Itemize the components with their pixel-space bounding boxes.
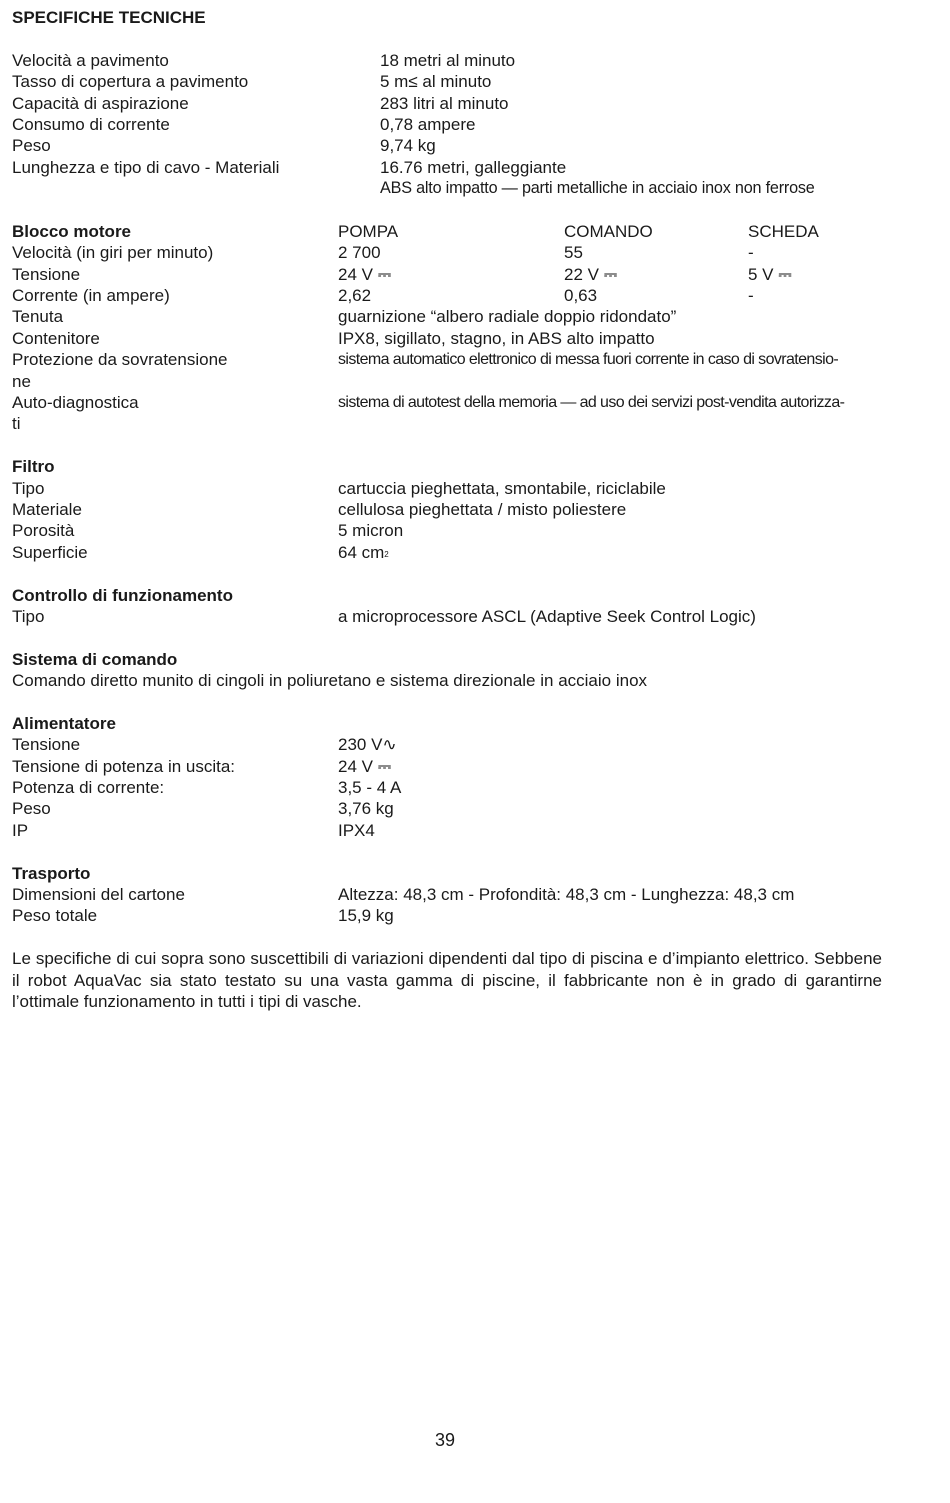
spec-label: Potenza di corrente:: [12, 778, 165, 798]
spec-value: 9,74 kg: [380, 136, 436, 156]
spec-value: 24 V ⎓: [338, 756, 392, 776]
spec-value-wrapper: [338, 542, 389, 565]
spec-label: Velocità a pavimento: [12, 50, 169, 70]
spec-label: Peso totale: [12, 906, 98, 926]
spec-value: 16.76 metri, galleggiante: [380, 157, 567, 177]
page-title: SPECIFICHE TECNICHE: [12, 8, 206, 27]
spec-value: sistema automatico elettronico di messa fuori corrente in caso di sovratensio-: [338, 351, 839, 369]
spec-label: Contenitore: [12, 328, 100, 348]
spec-value: 3,5 - 4 A: [338, 778, 402, 798]
spec-label: Capacità di aspirazione: [12, 93, 189, 113]
motor-row-continued: [12, 413, 932, 434]
spec-value: 0,78 ampere: [380, 114, 476, 134]
motor-row: [12, 264, 932, 285]
spec-row: [12, 50, 932, 71]
spec-label: Tipo: [12, 478, 45, 498]
motor-row-continued: [12, 371, 932, 392]
section-heading-control: Controllo di funzionamento: [12, 585, 233, 605]
spec-value: 230 V∿: [338, 735, 397, 755]
spec-row: [12, 157, 932, 178]
spec-value: 15,9 kg: [338, 906, 394, 926]
spec-label: Consumo di corrente: [12, 114, 170, 134]
section-heading-motor: Blocco motore: [12, 221, 132, 241]
scheda-value: -: [748, 286, 754, 306]
spec-label: Superficie: [12, 542, 88, 562]
page-number: 39: [434, 1430, 456, 1450]
spec-label: Porosità: [12, 521, 75, 541]
column-header-pompa: POMPA: [338, 221, 399, 241]
spec-value: 5 m≤ al minuto: [380, 72, 492, 92]
spec-label: Corrente (in ampere): [12, 286, 170, 306]
spec-value: IPX8, sigillato, stagno, in ABS alto impatto: [338, 328, 655, 348]
motor-row: [12, 242, 932, 263]
spec-label: Materiale: [12, 499, 82, 519]
spec-label: Tenuta: [12, 307, 64, 327]
spec-label: Tipo: [12, 606, 45, 626]
spec-label: Tensione di potenza in uscita:: [12, 756, 236, 776]
spec-value: a microprocessore ASCL (Adaptive Seek Control Logic): [338, 606, 756, 626]
spec-value: 18 metri al minuto: [380, 50, 516, 70]
section-heading-command: Sistema di comando: [12, 649, 178, 669]
spec-label: Lunghezza e tipo di cavo - Materiali: [12, 157, 280, 177]
spec-value: Altezza: 48,3 cm - Profondità: 48,3 cm - Lunghezza: 48,3 cm: [338, 885, 795, 905]
spec-value: cartuccia pieghettata, smontabile, riciclabile: [338, 478, 666, 498]
spec-value: cellulosa pieghettata / misto poliestere: [338, 499, 627, 519]
pompa-value: 2 700: [338, 243, 381, 263]
spec-value: 3,76 kg: [338, 799, 394, 819]
spec-label: Tensione: [12, 735, 81, 755]
spec-label-continued: ti: [12, 414, 21, 434]
section-heading-transport: Trasporto: [12, 863, 91, 883]
spec-label: Tensione: [12, 264, 81, 284]
section-heading-power: Alimentatore: [12, 713, 116, 733]
motor-header-row: [12, 221, 932, 242]
spec-value: 283 litri al minuto: [380, 93, 509, 113]
spec-value: sistema di autotest della memoria — ad uso dei servizi post-vendita autorizza-: [338, 394, 845, 412]
pompa-value: 2,62: [338, 286, 372, 306]
scheda-value: 5 V ⎓: [748, 264, 792, 284]
spec-label: Peso: [12, 799, 51, 819]
spec-label: Protezione da sovratensione: [12, 350, 228, 370]
spec-row: [12, 93, 932, 114]
footer-note: Le specifiche di cui sopra sono suscettibili di variazioni dipendenti dal tipo di piscina e d’impianto elettrico. Sebbene il robot AquaVac sia stato testato su una vasta gamma di piscine, il fabbricante non è in grado di garantirne l’ottimale funzionamento in tutti i tipi di vasche.: [12, 949, 882, 1011]
power-row: [12, 734, 932, 755]
spec-label: Tasso di copertura a pavimento: [12, 72, 249, 92]
spec-value: ABS alto impatto — parti metalliche in acciaio inox non ferrose: [380, 179, 815, 198]
motor-row: [12, 349, 932, 370]
filter-row: [12, 478, 932, 499]
filter-row: [12, 542, 932, 563]
spec-label: Peso: [12, 136, 51, 156]
motor-row: [12, 306, 932, 327]
transport-row: [12, 884, 932, 905]
spec-row: [12, 135, 932, 156]
spec-value: IPX4: [338, 820, 375, 840]
spec-row: [12, 114, 932, 135]
motor-row: [12, 328, 932, 349]
power-row: [12, 798, 932, 819]
spec-label: IP: [12, 820, 29, 840]
spec-value: 64 cm: [338, 542, 385, 562]
spec-row: [12, 71, 932, 92]
section-heading-filter: Filtro: [12, 457, 55, 477]
filter-row: [12, 520, 932, 541]
spec-value: 5 micron: [338, 521, 404, 541]
comando-value: 22 V ⎓: [564, 264, 618, 284]
spec-label-continued: ne: [12, 371, 31, 391]
filter-row: [12, 499, 932, 520]
comando-value: 55: [564, 243, 583, 263]
scheda-value: -: [748, 243, 754, 263]
power-row: [12, 820, 932, 841]
spec-row-continued: [12, 178, 932, 199]
spec-label: Velocità (in giri per minuto): [12, 243, 214, 263]
control-row: [12, 606, 932, 627]
column-header-comando: COMANDO: [564, 221, 653, 241]
spec-value: guarnizione “albero radiale doppio ridondato”: [338, 307, 677, 327]
motor-row: [12, 285, 932, 306]
spec-label: Auto-diagnostica: [12, 393, 139, 413]
superscript: 2: [384, 549, 389, 559]
power-row: [12, 756, 932, 777]
spec-label: Dimensioni del cartone: [12, 885, 185, 905]
motor-row: [12, 392, 932, 413]
column-header-scheda: SCHEDA: [748, 221, 819, 241]
command-text: Comando diretto munito di cingoli in poliuretano e sistema direzionale in acciaio inox: [12, 671, 648, 691]
transport-row: [12, 905, 932, 926]
comando-value: 0,63: [564, 286, 598, 306]
spec-page: [12, 7, 932, 1012]
power-row: [12, 777, 932, 798]
pompa-value: 24 V ⎓: [338, 264, 392, 284]
